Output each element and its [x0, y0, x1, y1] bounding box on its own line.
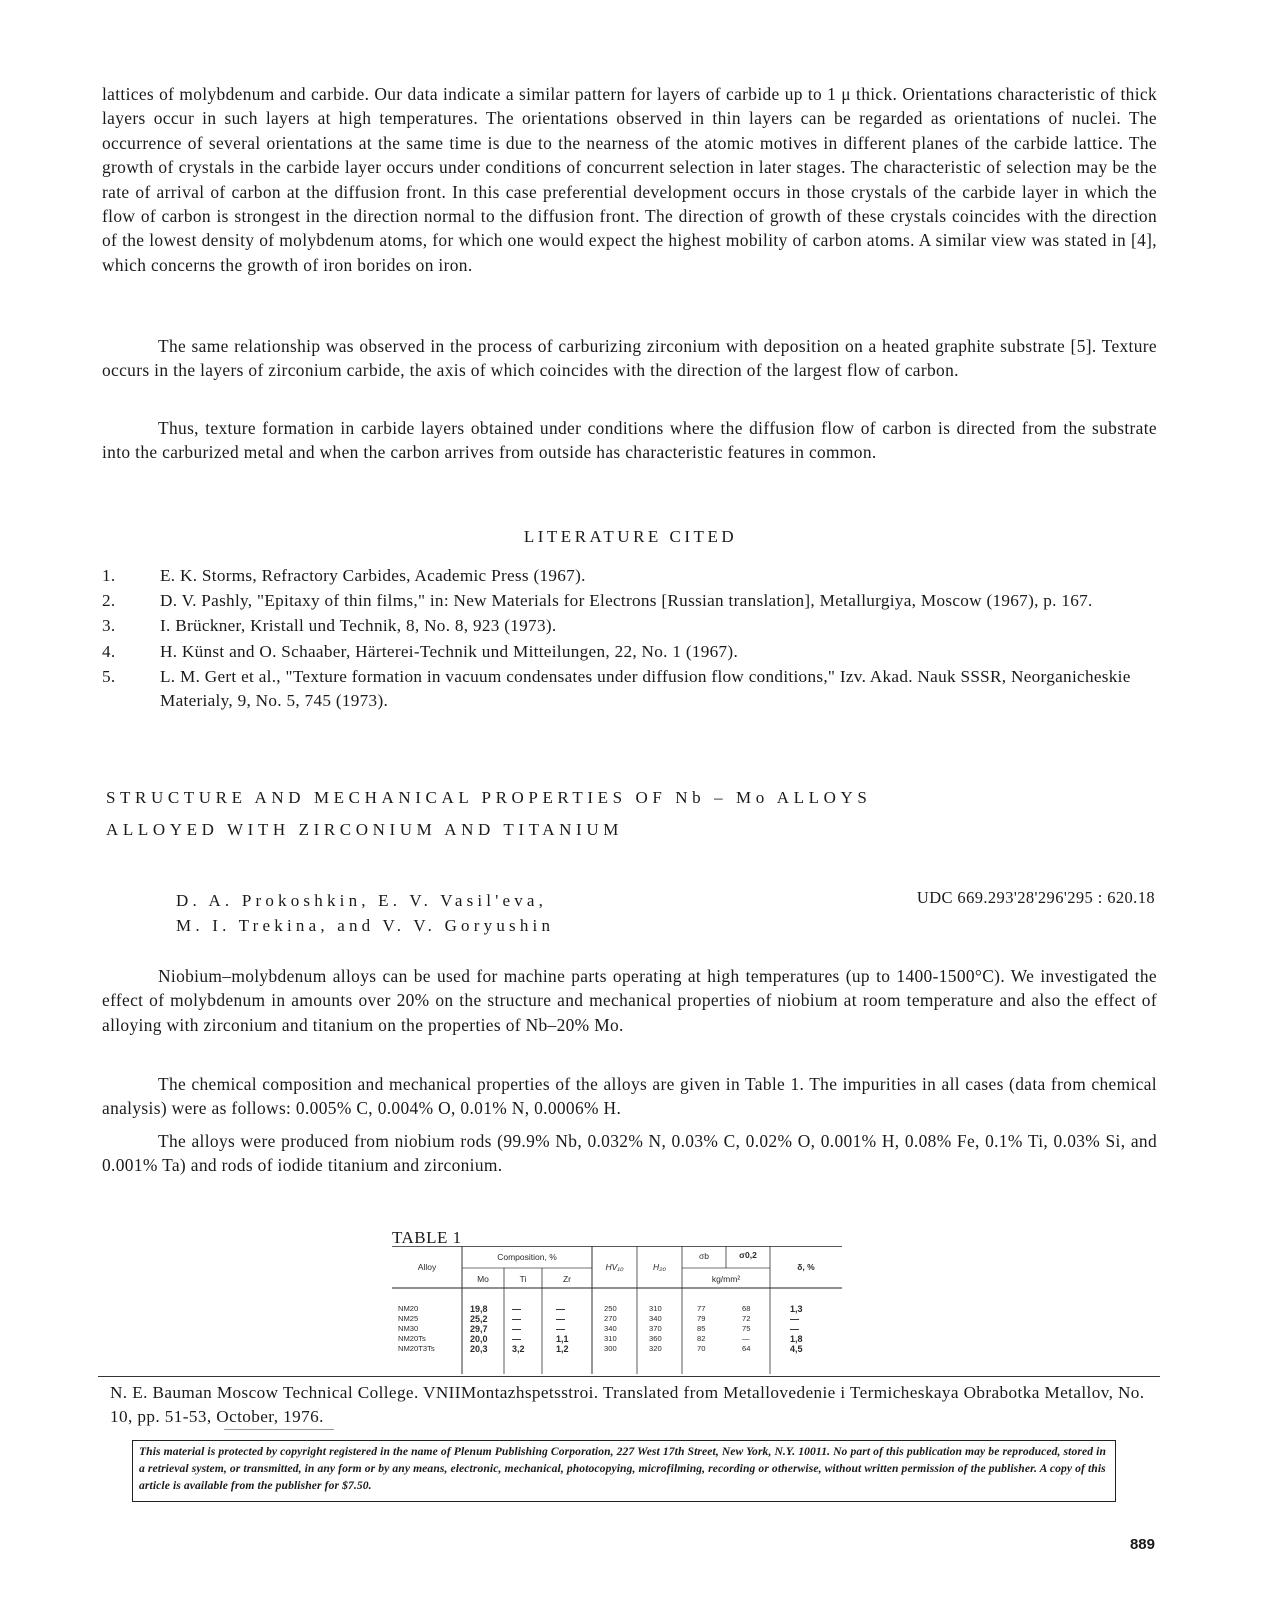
header-composition: Composition, % [497, 1252, 557, 1262]
paragraph-carburizing-zirconium: The same relationship was observed in the process of carburizing zirconium with deposition on a heated graphite substrate [5]. Texture occurs in the layers of zirconium carbide, the axis of which coincides with the direction of the largest flow of carbon. [102, 336, 1157, 381]
cell-ti: — [512, 1314, 521, 1324]
cell-sigma-02: 68 [742, 1304, 751, 1313]
reference-text: I. Brückner, Kristall und Technik, 8, No. 8, 923 (1973). [160, 616, 557, 636]
cell-sigma-b: 77 [697, 1304, 706, 1313]
cell-sigma-b: 70 [697, 1344, 706, 1353]
cell-alloy: NM20Ts [398, 1334, 426, 1343]
table-caption: TABLE 1 [392, 1228, 462, 1247]
cell-zr: — [556, 1314, 565, 1324]
reference-text: L. M. Gert et al., "Texture formation in vacuum condensates under diffusion flow conditions," Izv. Akad. Nauk SSSR, Neorganicheskie Materialy, 9, No. 5, 745 (1973). [160, 666, 1131, 711]
header-zr: Zr [562, 1274, 572, 1284]
column-ti [512, 1304, 525, 1354]
reference-number: 2. [102, 591, 116, 611]
reference-number: 1. [102, 566, 116, 585]
cell-zr: 1,2 [556, 1344, 569, 1354]
cell-hv: 310 [604, 1334, 617, 1343]
cell-alloy: NM30 [398, 1324, 419, 1333]
cell-sigma-02: 64 [742, 1344, 751, 1353]
cell-h20: 370 [649, 1324, 662, 1333]
authors-line-2: M. I. Trekina, and V. V. Goryushin [176, 916, 555, 935]
copyright-notice: This material is protected by copyright registered in the name of Plenum Publishing Corporation, 227 West 17th Street, New York, N.Y. 10011. No part of this publication may be reproduced, stored in a retrieval system, or transmitted, in any form or by any means, electronic, mechanical, photocopying, microfilming, recording or otherwise, without written permission of the publisher. A copy of this article is available from the publisher for $7.50. [132, 1440, 1116, 1502]
cell-mo: 29,7 [470, 1324, 488, 1334]
header-delta: δ, % [797, 1262, 815, 1272]
reference-text: H. Künst and O. Schaaber, Härterei-Technik und Mitteilungen, 22, No. 1 (1967). [160, 641, 739, 661]
data-table [392, 1246, 842, 1374]
cell-mo: 19,8 [470, 1304, 488, 1314]
cell-delta: 1,8 [790, 1334, 803, 1344]
authors [176, 888, 554, 938]
column-zr [556, 1304, 569, 1354]
cell-hv: 270 [604, 1314, 617, 1323]
cell-sigma-b: 82 [697, 1334, 706, 1343]
reference-item [102, 614, 1157, 638]
udc-code: UDC 669.293'28'296'295 : 620.18 [916, 888, 1155, 907]
column-mo [470, 1304, 488, 1354]
column-delta [790, 1304, 803, 1354]
paragraph-continued: lattices of molybdenum and carbide. Our data indicate a similar pattern for layers of carbide up to 1 μ thick. Orientations characteristic of thick layers occur in such layers at high temperatures. The orientations observed in thin layers can be regarded as orientations of nuclei. The occurrence of several orientations at the same time is due to the nearness of the atomic motives in different planes of the carbide lattice. The growth of crystals in the carbide layer occurs under conditions of concurrent selection in later stages. The characteristic of selection may be the rate of arrival of carbon at the diffusion front. In this case preferential development occurs in those crystals of the carbide layer in which the flow of carbon is strongest in the direction normal to the diffusion front. The direction of growth of these crystals coincides with the direction of the lowest density of molybdenum atoms, for which one would expect the highest mobility of carbon atoms. A similar view was stated in [4], which concerns the growth of iron borides on iron. [102, 84, 1157, 275]
cell-ti: 3,2 [512, 1344, 525, 1354]
reference-list [102, 564, 1157, 714]
authors-line-1: D. A. Prokoshkin, E. V. Vasil'eva, [176, 891, 548, 910]
cell-h20: 320 [649, 1344, 662, 1353]
cell-zr: — [556, 1324, 565, 1334]
header-alloy: Alloy [417, 1262, 437, 1272]
cell-sigma-02: 72 [742, 1314, 751, 1323]
cell-delta: 4,5 [790, 1344, 803, 1354]
footnote-divider [98, 1376, 1160, 1377]
cell-hv: 250 [604, 1304, 617, 1313]
cell-ti: — [512, 1304, 521, 1314]
reference-item [102, 589, 1157, 613]
reference-number: 4. [102, 641, 116, 661]
cell-delta: — [790, 1314, 799, 1324]
article-title-line-1: STRUCTURE AND MECHANICAL PROPERTIES OF Nb – Mo ALLOYS [106, 788, 872, 807]
reference-text: D. V. Pashly, "Epitaxy of thin films," in: New Materials for Electrons [Russian translation], Metallurgiya, Moscow (1967), p. 167. [160, 591, 1093, 611]
header-hv: HV₁₀ [605, 1262, 624, 1272]
cell-alloy: NM25 [398, 1314, 419, 1323]
column-sigma-02 [742, 1304, 750, 1354]
header-sigma-02: σ0,2 [739, 1250, 757, 1260]
cell-h20: 360 [649, 1334, 662, 1343]
cell-sigma-b: 79 [697, 1314, 706, 1323]
cell-h20: 310 [649, 1304, 662, 1313]
affiliation-footnote: N. E. Bauman Moscow Technical College. VNIIMontazhspetsstroi. Translated from Metallovedenie i Termicheskaya Obrabotka Metallov, No. 10, pp. 51-53, October, 1976. [110, 1383, 1145, 1426]
header-h20: H₂₀ [653, 1262, 666, 1272]
cell-ti: — [512, 1324, 521, 1334]
cell-sigma-02: 75 [742, 1324, 751, 1333]
paragraph-conclusion: Thus, texture formation in carbide layers obtained under conditions where the diffusion flow of carbon is directed from the substrate into the carburized metal and when the carbon arrives from outside has characteristic features in common. [102, 418, 1157, 463]
cell-hv: 300 [604, 1344, 617, 1353]
cell-alloy: NM20 [398, 1304, 419, 1313]
reference-item [102, 665, 1157, 713]
column-hv [604, 1304, 617, 1354]
literature-heading: LITERATURE CITED [523, 527, 738, 546]
footnote-short-rule [224, 1429, 334, 1430]
cell-mo: 20,3 [470, 1344, 488, 1354]
table-row [398, 1304, 435, 1354]
header-ti: Ti [519, 1274, 527, 1284]
cell-hv: 340 [604, 1324, 617, 1333]
cell-zr: 1,1 [556, 1334, 569, 1344]
reference-item [102, 640, 1157, 664]
reference-number: 3. [102, 616, 116, 636]
paragraph-production: The alloys were produced from niobium rods (99.9% Nb, 0.032% N, 0.03% C, 0.02% O, 0.001% H, 0.08% Fe, 0.1% Ti, 0.03% Si, and 0.001% Ta) and rods of iodide titanium and zirconium. [102, 1131, 1157, 1176]
cell-h20: 340 [649, 1314, 662, 1323]
cell-zr: — [556, 1304, 565, 1314]
cell-ti: — [512, 1334, 521, 1344]
cell-alloy: NM20T3Ts [398, 1344, 435, 1353]
column-h20 [649, 1304, 662, 1354]
reference-item [102, 564, 1157, 588]
cell-delta: 1,3 [790, 1304, 803, 1314]
cell-delta: — [790, 1324, 799, 1334]
column-sigma-b [697, 1304, 705, 1354]
header-mo: Mo [477, 1274, 489, 1284]
header-sigma-b: σb [699, 1251, 709, 1261]
article-title-line-2: ALLOYED WITH ZIRCONIUM AND TITANIUM [106, 820, 623, 839]
paragraph-composition: The chemical composition and mechanical properties of the alloys are given in Table 1. The impurities in all cases (data from chemical analysis) were as follows: 0.005% C, 0.004% O, 0.01% N, 0.0006% H. [102, 1074, 1157, 1119]
cell-sigma-b: 85 [697, 1324, 706, 1333]
page-number: 889 [1129, 1536, 1155, 1553]
cell-mo: 20,0 [470, 1334, 488, 1344]
cell-sigma-02: — [742, 1334, 750, 1343]
paragraph-introduction: Niobium–molybdenum alloys can be used for machine parts operating at high temperatures (up to 1400-1500°C). We investigated the effect of molybdenum in amounts over 20% on the structure and mechanical properties of niobium at room temperature and also the effect of alloying with zirconium and titanium on the properties of Nb–20% Mo. [102, 966, 1157, 1035]
reference-number: 5. [102, 666, 116, 686]
reference-text: E. K. Storms, Refractory Carbides, Academic Press (1967). [160, 566, 586, 585]
header-units: kg/mm² [711, 1274, 741, 1284]
cell-mo: 25,2 [470, 1314, 488, 1324]
